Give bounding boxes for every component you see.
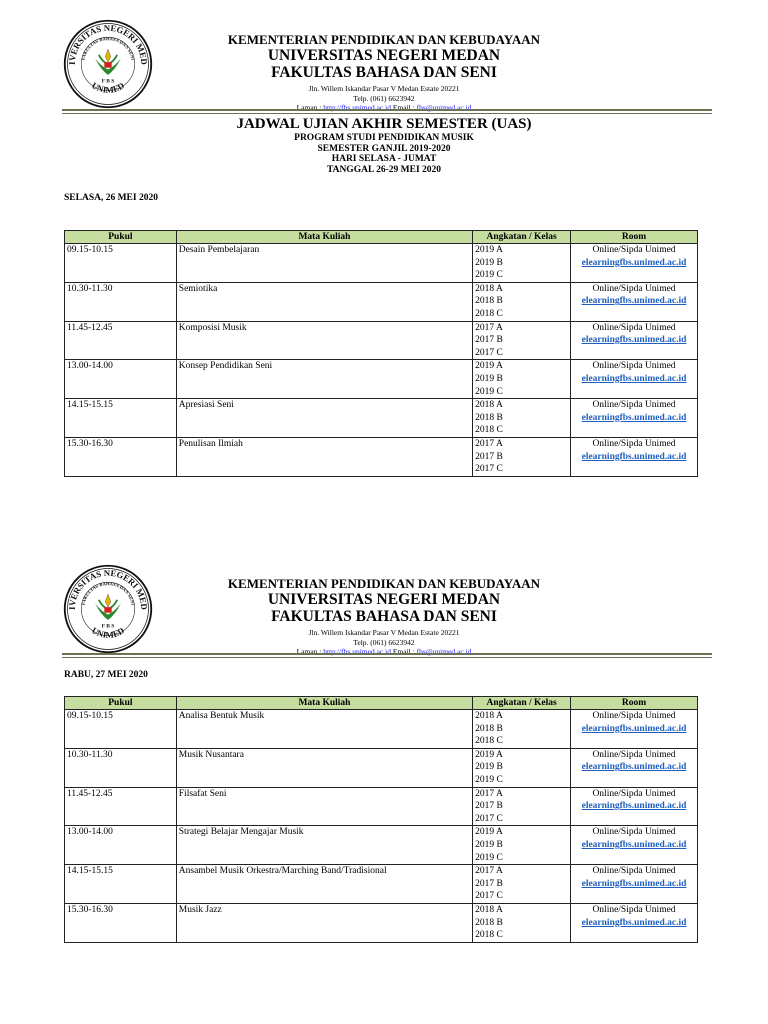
class-item: 2019 B: [475, 373, 503, 384]
table-row: [65, 437, 698, 476]
svg-text:F B S: F B S: [101, 623, 115, 630]
room-label: Online/Sipda Unimed: [592, 904, 676, 915]
phone: Telp. (061) 6623942: [353, 93, 415, 103]
ministry-name: KEMENTERIAN PENDIDIKAN DAN KEBUDAYAAN: [227, 576, 541, 591]
room-cell: [571, 437, 698, 476]
class-item: 2018 A: [475, 711, 503, 721]
class-item: 2018 C: [475, 308, 503, 319]
faculty-name: FAKULTAS BAHASA DAN SENI: [271, 608, 497, 625]
class-cell: [473, 360, 571, 399]
class-item: 2019 B: [475, 839, 503, 850]
university-logo: [62, 18, 154, 110]
class-item: 2018 C: [475, 736, 503, 747]
room-cell: [571, 748, 698, 787]
svg-text:F B S: F B S: [101, 78, 115, 85]
class-item: 2018 B: [475, 723, 503, 734]
letterhead: [154, 576, 614, 657]
room-label: Online/Sipda Unimed: [592, 322, 676, 333]
class-item: 2019 C: [475, 852, 503, 863]
elearning-link[interactable]: elearningfbs.unimed.ac.id: [581, 723, 687, 734]
table-row: [65, 710, 698, 749]
course-cell: Komposisi Musik: [176, 321, 472, 360]
schedule-title: [154, 116, 614, 175]
exam-days: HARI SELASA - JUMAT: [331, 154, 437, 164]
col-header-course: Mata Kuliah: [176, 697, 472, 710]
col-header-time: Pukul: [65, 231, 177, 244]
university-name: UNIVERSITAS NEGERI MEDAN: [267, 47, 501, 64]
course-cell: Apresiasi Seni: [176, 399, 472, 438]
course-cell: Musik Nusantara: [176, 748, 472, 787]
room-label: Online/Sipda Unimed: [592, 245, 676, 255]
class-item: 2019 B: [475, 257, 503, 268]
day-label: SELASA, 26 MEI 2020: [64, 193, 158, 203]
class-item: 2017 B: [475, 878, 503, 889]
course-cell: Filsafat Seni: [176, 787, 472, 826]
phone: Telp. (061) 6623942: [353, 637, 415, 647]
elearning-link[interactable]: elearningfbs.unimed.ac.id: [581, 412, 687, 423]
room-cell: [571, 399, 698, 438]
table-row: [65, 865, 698, 904]
class-item: 2018 B: [475, 917, 503, 928]
class-item: 2017 A: [475, 322, 503, 333]
table-row: [65, 321, 698, 360]
time-cell: 14.15-15.15: [65, 865, 177, 904]
time-cell: 15.30-16.30: [65, 903, 177, 942]
header-divider: [62, 653, 712, 658]
room-label: Online/Sipda Unimed: [592, 866, 676, 877]
class-item: 2019 C: [475, 386, 503, 397]
course-cell: Penulisan Ilmiah: [176, 437, 472, 476]
exam-title: JADWAL UJIAN AKHIR SEMESTER (UAS): [236, 116, 532, 132]
class-item: 2017 A: [475, 866, 503, 877]
col-header-room: Room: [571, 697, 698, 710]
schedule-table: [64, 696, 698, 943]
class-item: 2018 A: [475, 400, 503, 411]
time-cell: 10.30-11.30: [65, 282, 177, 321]
contact-line: Laman : http://fbs.unimed.ac.id Email : fbs@unimed.ac.id: [296, 647, 472, 656]
table-row: [65, 244, 698, 283]
email-link[interactable]: fbs@unimed.ac.id: [416, 103, 472, 112]
elearning-link[interactable]: elearningfbs.unimed.ac.id: [581, 335, 687, 346]
class-item: 2019 C: [475, 270, 503, 281]
class-cell: [473, 399, 571, 438]
class-item: 2019 C: [475, 774, 503, 785]
class-cell: [473, 710, 571, 749]
col-header-class: Angkatan / Kelas: [473, 697, 571, 710]
class-item: 2018 A: [475, 904, 503, 915]
room-cell: [571, 710, 698, 749]
room-label: Online/Sipda Unimed: [592, 711, 676, 721]
class-item: 2018 A: [475, 283, 503, 294]
room-cell: [571, 282, 698, 321]
semester: SEMESTER GANJIL 2019-2020: [317, 143, 451, 154]
time-cell: 14.15-15.15: [65, 399, 177, 438]
table-row: [65, 282, 698, 321]
room-label: Online/Sipda Unimed: [592, 361, 676, 372]
table-row: [65, 399, 698, 438]
table-row: [65, 826, 698, 865]
room-label: Online/Sipda Unimed: [592, 438, 676, 449]
elearning-link[interactable]: elearningfbs.unimed.ac.id: [581, 451, 687, 462]
faculty-name: FAKULTAS BAHASA DAN SENI: [271, 64, 497, 81]
course-cell: Musik Jazz: [176, 903, 472, 942]
room-cell: [571, 826, 698, 865]
room-label: Online/Sipda Unimed: [592, 827, 676, 838]
contact-line: Laman : http://fbs.unimed.ac.id Email : fbs@unimed.ac.id: [296, 103, 472, 112]
class-item: 2019 A: [475, 827, 503, 838]
room-label: Online/Sipda Unimed: [592, 400, 676, 411]
elearning-link[interactable]: elearningfbs.unimed.ac.id: [581, 373, 687, 384]
ministry-name: KEMENTERIAN PENDIDIKAN DAN KEBUDAYAAN: [227, 32, 541, 47]
room-cell: [571, 244, 698, 283]
class-item: 2017 C: [475, 464, 503, 475]
class-item: 2019 A: [475, 245, 503, 255]
address: Jln. Willem Iskandar Pasar V Medan Estate 20221: [308, 628, 460, 637]
course-cell: Analisa Bentuk Musik: [176, 710, 472, 749]
class-item: 2018 C: [475, 425, 503, 436]
class-cell: [473, 787, 571, 826]
class-item: 2017 C: [475, 813, 503, 824]
col-header-time: Pukul: [65, 697, 177, 710]
schedule-table: [64, 230, 698, 477]
letterhead: [154, 32, 614, 113]
class-item: 2017 A: [475, 438, 503, 449]
svg-text:UNIVERSITAS NEGERI MEDAN: IVERSITAS NEGERI MED: [66, 567, 150, 611]
room-label: Online/Sipda Unimed: [592, 283, 676, 294]
class-item: 2018 B: [475, 412, 503, 423]
class-cell: [473, 826, 571, 865]
svg-text:FAKULTAS BAHASA DAN SENI: FAKULTAS BAHASA DAN SENI: [80, 581, 136, 606]
col-header-course: Mata Kuliah: [176, 231, 472, 244]
university-logo: [62, 563, 154, 655]
time-cell: 09.15-10.15: [65, 710, 177, 749]
time-cell: 13.00-14.00: [65, 360, 177, 399]
course-cell: Semiotika: [176, 282, 472, 321]
table-row: [65, 748, 698, 787]
class-cell: [473, 437, 571, 476]
exam-dates: TANGGAL 26-29 MEI 2020: [326, 164, 442, 175]
class-cell: [473, 321, 571, 360]
room-cell: [571, 865, 698, 904]
room-cell: [571, 787, 698, 826]
svg-text:FAKULTAS BAHASA DAN SENI: FAKULTAS BAHASA DAN SENI: [80, 36, 136, 61]
class-cell: [473, 748, 571, 787]
time-cell: 11.45-12.45: [65, 321, 177, 360]
header-divider: [62, 109, 712, 114]
table-row: [65, 787, 698, 826]
class-item: 2019 B: [475, 762, 503, 773]
class-cell: [473, 865, 571, 904]
svg-text:UNIMED: UNIMED: [89, 625, 127, 640]
website-link[interactable]: http://fbs.unimed.ac.id: [323, 647, 391, 656]
col-header-class: Angkatan / Kelas: [473, 231, 571, 244]
elearning-link[interactable]: elearningfbs.unimed.ac.id: [581, 917, 687, 928]
class-item: 2017 C: [475, 891, 503, 902]
website-link[interactable]: http://fbs.unimed.ac.id: [323, 103, 391, 112]
room-cell: [571, 321, 698, 360]
time-cell: 15.30-16.30: [65, 437, 177, 476]
room-cell: [571, 903, 698, 942]
elearning-link[interactable]: elearningfbs.unimed.ac.id: [581, 762, 687, 773]
svg-text:UNIVERSITAS NEGERI MEDAN: IVERSITAS NEGERI MED: [66, 22, 150, 66]
class-cell: [473, 244, 571, 283]
class-item: 2017 A: [475, 788, 503, 799]
room-label: Online/Sipda Unimed: [592, 788, 676, 799]
address: Jln. Willem Iskandar Pasar V Medan Estate 20221: [308, 84, 460, 93]
university-name: UNIVERSITAS NEGERI MEDAN: [267, 591, 501, 608]
class-cell: [473, 282, 571, 321]
elearning-link[interactable]: elearningfbs.unimed.ac.id: [581, 839, 687, 850]
class-item: 2017 B: [475, 801, 503, 812]
time-cell: 09.15-10.15: [65, 244, 177, 283]
class-item: 2018 C: [475, 930, 503, 941]
program-name: PROGRAM STUDI PENDIDIKAN MUSIK: [294, 133, 474, 143]
time-cell: 13.00-14.00: [65, 826, 177, 865]
course-cell: Konsep Pendidikan Seni: [176, 360, 472, 399]
class-item: 2019 A: [475, 749, 503, 760]
room-cell: [571, 360, 698, 399]
course-cell: Desain Pembelajaran: [176, 244, 472, 283]
email-link[interactable]: fbs@unimed.ac.id: [416, 647, 472, 656]
svg-text:UNIMED: UNIMED: [89, 80, 127, 95]
course-cell: Strategi Belajar Mengajar Musik: [176, 826, 472, 865]
elearning-link[interactable]: elearningfbs.unimed.ac.id: [581, 878, 687, 889]
elearning-link[interactable]: elearningfbs.unimed.ac.id: [581, 801, 687, 812]
class-item: 2018 B: [475, 296, 503, 307]
class-item: 2019 A: [475, 361, 503, 372]
class-item: 2017 B: [475, 451, 503, 462]
elearning-link[interactable]: elearningfbs.unimed.ac.id: [581, 296, 687, 307]
class-cell: [473, 903, 571, 942]
course-cell: Ansambel Musik Orkestra/Marching Band/Tradisional: [176, 865, 472, 904]
table-row: [65, 903, 698, 942]
col-header-room: Room: [571, 231, 698, 244]
class-item: 2017 B: [475, 335, 503, 346]
class-item: 2017 C: [475, 347, 503, 358]
elearning-link[interactable]: elearningfbs.unimed.ac.id: [581, 257, 687, 268]
room-label: Online/Sipda Unimed: [592, 749, 676, 760]
time-cell: 10.30-11.30: [65, 748, 177, 787]
time-cell: 11.45-12.45: [65, 787, 177, 826]
table-row: [65, 360, 698, 399]
day-label: RABU, 27 MEI 2020: [64, 670, 148, 680]
